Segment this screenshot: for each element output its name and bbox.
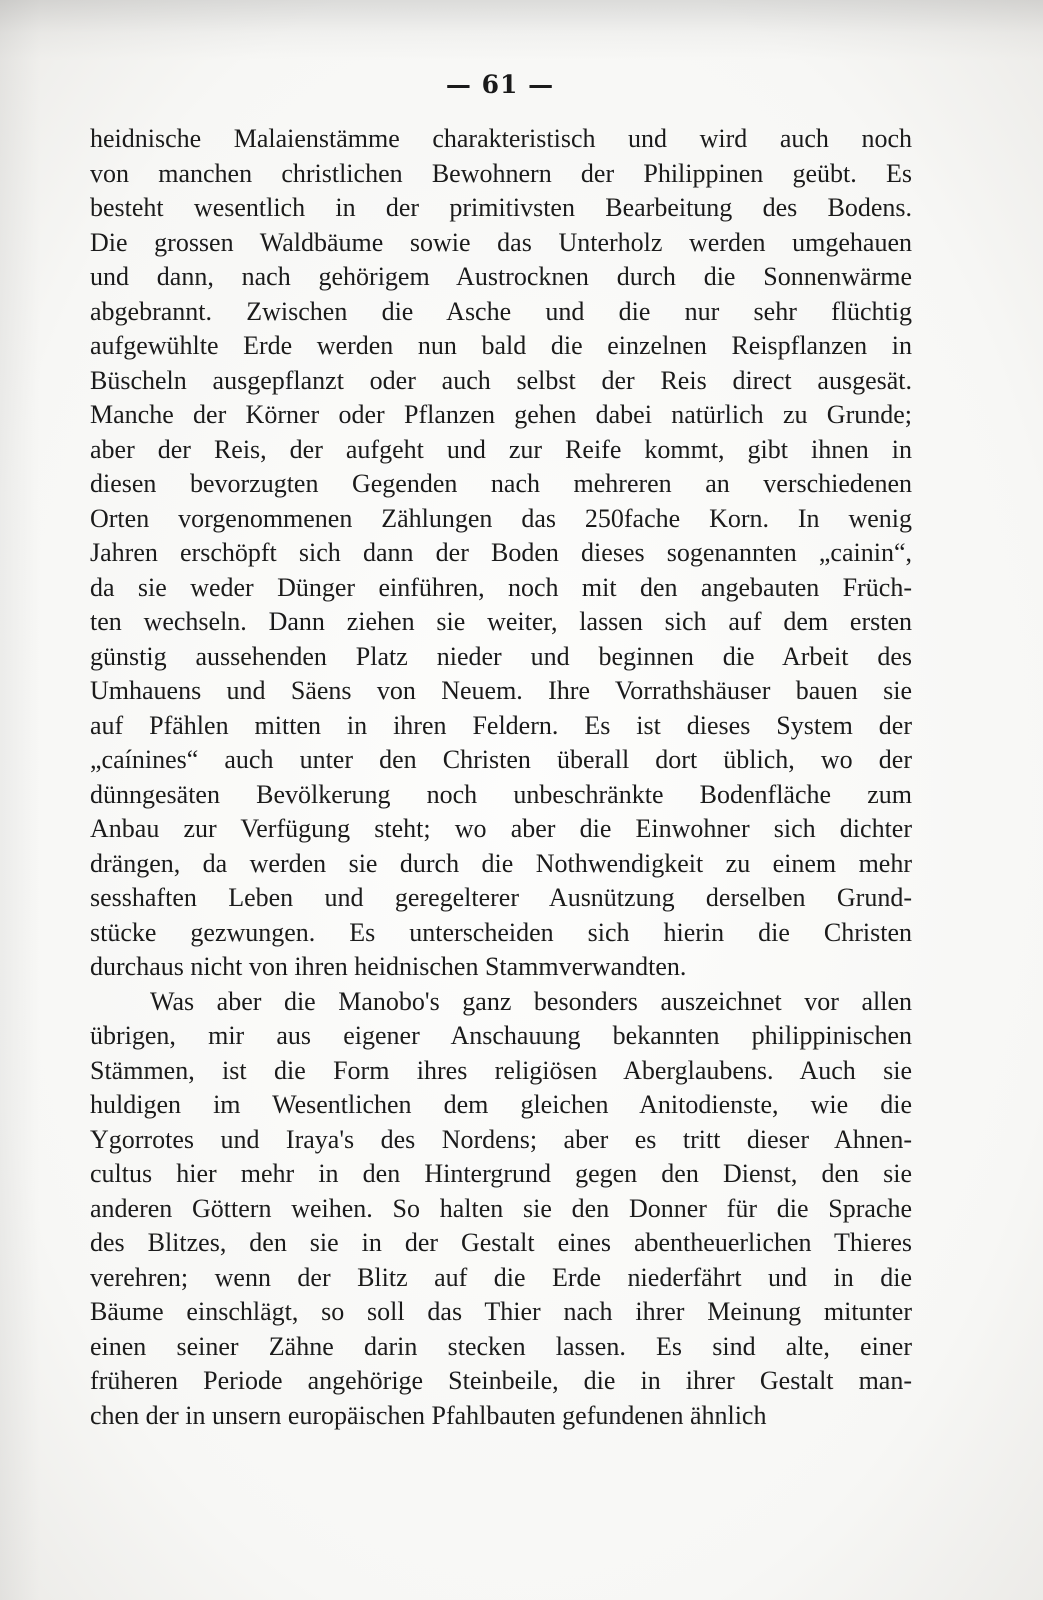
text-line: Büscheln ausgepflanzt oder auch selbst der Reis direct ausgesät. [90,365,912,395]
text-line: Was aber die Manobo's ganz besonders auszeichnet vor allen [150,986,912,1016]
text-line: Die grossen Waldbäume sowie das Unterholz werden umgehauen [90,227,912,257]
text-line: Anbau zur Verfügung steht; wo aber die Einwohner sich dichter [90,814,912,843]
body-text [90,122,912,1433]
text-line: abgebrannt. Zwischen die Asche und die nur sehr flüchtig [90,296,912,326]
text-line: Jahren erschöpft sich dann der Boden dieses sogenannten „cainin“, [90,538,912,567]
text-line: ten wechseln. Dann ziehen sie weiter, lassen sich auf dem ersten [90,607,912,636]
text-line: verehren; wenn der Blitz auf die Erde niederfährt und in die [90,1262,912,1292]
text-line: früheren Periode angehörige Steinbeile, die in ihrer Gestalt man- [90,1366,912,1395]
text-line: Bäume einschlägt, so soll das Thier nach ihrer Meinung mitunter [90,1297,912,1326]
text-line: sesshaften Leben und geregelterer Ausnützung derselben Grund- [90,883,912,912]
scan-shadow-top [0,0,1043,60]
text-line: stücke gezwungen. Es unterscheiden sich hierin die Christen [90,917,912,947]
text-line: Ygorrotes und Iraya's des Nordens; aber es tritt dieser Ahnen- [90,1124,912,1154]
text-line: aber der Reis, der aufgeht und zur Reife kommt, gibt ihnen in [90,434,912,464]
text-line: drängen, da werden sie durch die Nothwendigkeit zu einem mehr [90,848,912,878]
text-line: Manche der Körner oder Pflanzen gehen dabei natürlich zu Grunde; [90,400,912,429]
text-line: huldigen im Wesentlichen dem gleichen Anitodienste, wie die [90,1090,912,1119]
text-line: aufgewühlte Erde werden nun bald die einzelnen Reispflanzen in [90,331,912,360]
text-line: von manchen christlichen Bewohnern der Philippinen geübt. Es [90,158,912,188]
text-line: dünngesäten Bevölkerung noch unbeschränkte Bodenfläche zum [90,779,912,809]
text-line: Stämmen, ist die Form ihres religiösen Aberglaubens. Auch sie [90,1055,912,1085]
text-line: heidnische Malaienstämme charakteristisch und wird auch noch [90,124,912,153]
text-line: auf Pfählen mitten in ihren Feldern. Es ist dieses System der [90,710,912,740]
text-line: des Blitzes, den sie in der Gestalt eines abentheuerlichen Thieres [90,1228,912,1257]
text-line: anderen Göttern weihen. So halten sie den Donner für die Sprache [90,1193,912,1223]
text-line: diesen bevorzugten Gegenden nach mehreren an verschiedenen [90,469,912,498]
text-line: günstig aussehenden Platz nieder und beginnen die Arbeit des [90,641,912,671]
page-number: — 61 — [445,70,555,99]
text-line: besteht wesentlich in der primitivsten Bearbeitung des Bodens. [90,193,912,222]
text-line: und dann, nach gehörigem Austrocknen durch die Sonnenwärme [90,262,912,291]
text-line: Umhauens und Säens von Neuem. Ihre Vorrathshäuser bauen sie [90,676,912,705]
text-line: chen der in unsern europäischen Pfahlbauten gefundenen ähnlich [90,1400,767,1430]
text-line: da sie weder Dünger einführen, noch mit den angebauten Früch- [90,572,912,602]
text-line: durchaus nicht von ihren heidnischen Stammverwandten. [90,952,687,981]
text-line: übrigen, mir aus eigener Anschauung bekannten philippinischen [90,1021,912,1050]
text-line: einen seiner Zähne darin stecken lassen. Es sind alte, einer [90,1331,912,1361]
scan-shadow-left [0,0,40,1600]
text-line: cultus hier mehr in den Hintergrund gegen den Dienst, den sie [90,1159,912,1188]
text-line: Orten vorgenommenen Zählungen das 250fache Korn. In wenig [90,503,912,533]
text-line: „caínines“ auch unter den Christen überall dort üblich, wo der [90,745,912,774]
